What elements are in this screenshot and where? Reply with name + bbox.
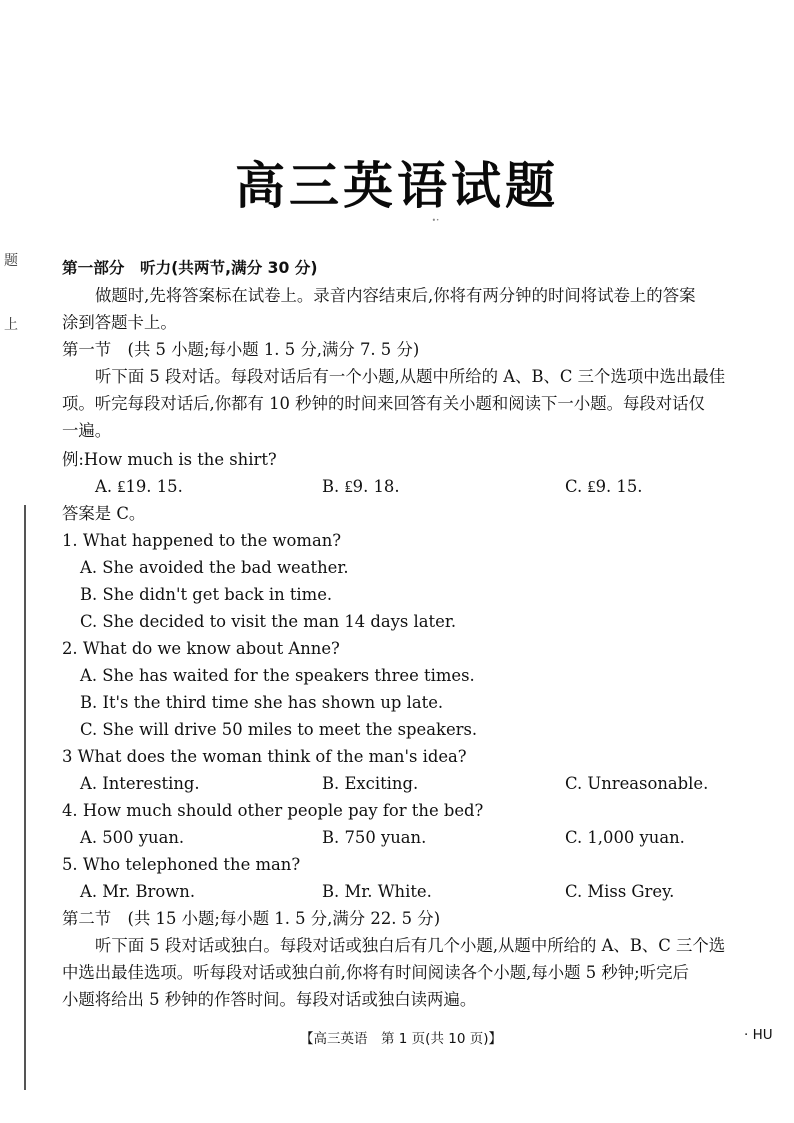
section1-heading: 第一节 (共 5 小题;每小题 1. 5 分,满分 7. 5 分) (62, 340, 420, 359)
question-4-option-b: B. 750 yuan. (322, 828, 427, 847)
section2-heading: 第二节 (共 15 小题;每小题 1. 5 分,满分 22. 5 分) (62, 909, 441, 928)
question-3-option-c: C. Unreasonable. (565, 774, 709, 793)
section1-instruction-line1: 听下面 5 段对话。每段对话后有一个小题,从题中所给的 A、B、C 三个选项中选出最佳 (95, 367, 726, 386)
example-option-c: C. ₤9. 15. (565, 477, 643, 496)
question-5-option-a: A. Mr. Brown. (80, 882, 196, 901)
question-2-option-c: C. She will drive 50 miles to meet the speakers. (80, 720, 478, 739)
question-1-option-a: A. She avoided the bad weather. (80, 558, 349, 577)
page-title: 高三英语试题 (235, 157, 559, 215)
question-3-option-a: A. Interesting. (80, 774, 200, 793)
margin-binding-line (24, 505, 26, 1090)
example-option-a: A. ₤19. 15. (95, 477, 183, 496)
section1-instruction-line3: 一遍。 (62, 421, 112, 440)
question-2-option-b: B. It's the third time she has shown up late. (80, 693, 444, 712)
question-3-option-b: B. Exciting. (322, 774, 419, 793)
margin-mark-2: 上 (4, 317, 18, 333)
question-4: 4. How much should other people pay for the bed? (62, 801, 484, 820)
page-footer: 【高三英语 第 1 页(共 10 页)】 (300, 1031, 502, 1047)
question-5-option-c: C. Miss Grey. (565, 882, 675, 901)
part1-heading: 第一部分 听力(共两节,满分 30 分) (62, 259, 318, 277)
example-option-b: B. ₤9. 18. (322, 477, 400, 496)
question-5: 5. Who telephoned the man? (62, 855, 301, 874)
footer-code: · HU (744, 1027, 773, 1043)
section2-instruction-line3: 小题将给出 5 秒钟的作答时间。每段对话或独白读两遍。 (62, 990, 477, 1009)
example-question: 例:How much is the shirt? (62, 450, 277, 469)
margin-mark-1: 题 (4, 253, 18, 269)
section1-instruction-line2: 项。听完每段对话后,你都有 10 秒钟的时间来回答有关小题和阅读下一小题。每段对话仅 (62, 394, 705, 413)
question-1-option-c: C. She decided to visit the man 14 days later. (80, 612, 457, 631)
question-5-option-b: B. Mr. White. (322, 882, 432, 901)
question-2: 2. What do we know about Anne? (62, 639, 340, 658)
example-answer: 答案是 C。 (62, 504, 146, 523)
part1-instruction-line1: 做题时,先将答案标在试卷上。录音内容结束后,你将有两分钟的时间将试卷上的答案 (95, 286, 696, 305)
question-4-option-a: A. 500 yuan. (80, 828, 185, 847)
question-3: 3 What does the woman think of the man's idea? (62, 747, 467, 766)
question-4-option-c: C. 1,000 yuan. (565, 828, 685, 847)
question-1: 1. What happened to the woman? (62, 531, 342, 550)
question-2-option-a: A. She has waited for the speakers three times. (80, 666, 475, 685)
section2-instruction-line2: 中选出最佳选项。听每段对话或独白前,你将有时间阅读各个小题,每小题 5 秒钟;听完后 (62, 963, 689, 982)
part1-instruction-line2: 涂到答题卡上。 (62, 313, 177, 332)
section2-instruction-line1: 听下面 5 段对话或独白。每段对话或独白后有几个小题,从题中所给的 A、B、C 三个选 (95, 936, 726, 955)
print-speck: ꞏ· (432, 213, 440, 227)
question-1-option-b: B. She didn't get back in time. (80, 585, 333, 604)
